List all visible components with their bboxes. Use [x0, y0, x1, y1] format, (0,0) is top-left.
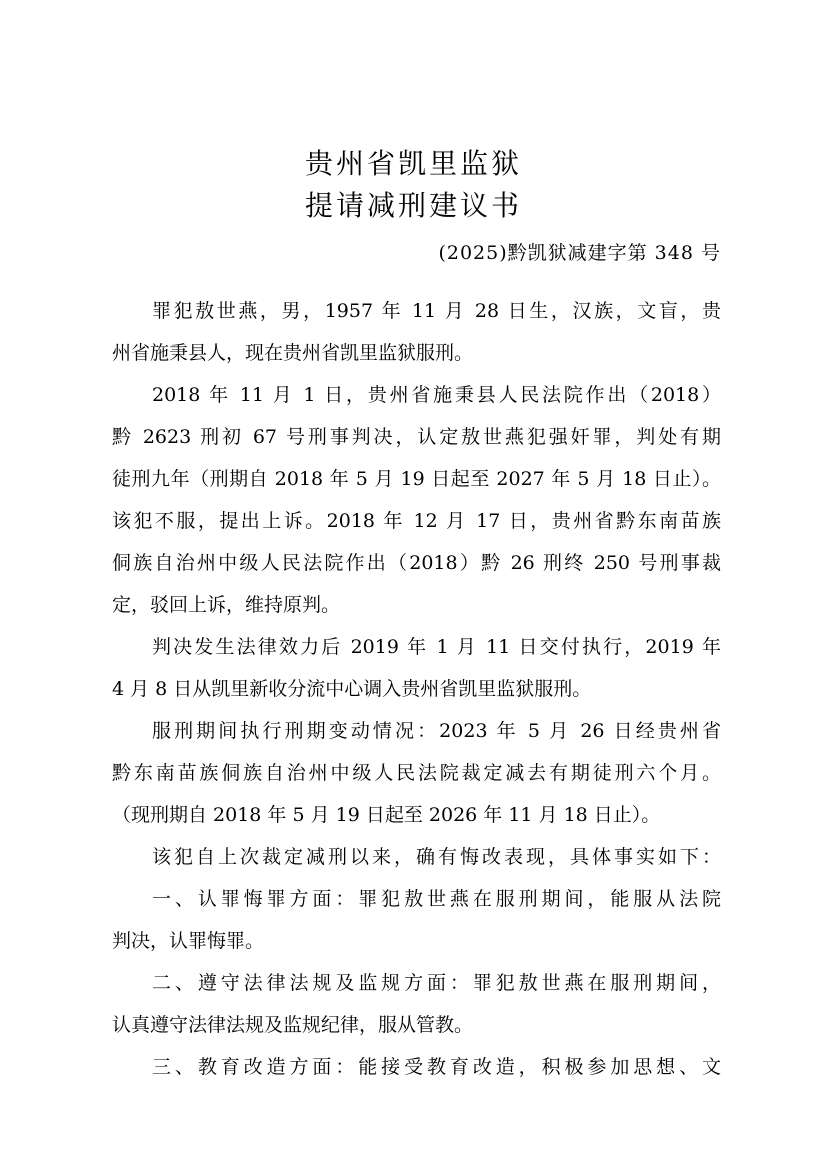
- document-number: (2025)黔凯狱减建字第 348 号: [438, 242, 721, 264]
- body-line: 州省施秉县人，现在贵州省凯里监狱服刑。: [112, 342, 474, 364]
- body-line: 二、遵守法律法规及监规方面：罪犯敖世燕在服刑期间，: [152, 972, 721, 994]
- body-line: 该犯不服，提出上诉。2018 年 12 月 17 日，贵州省黔东南苗族: [112, 510, 721, 532]
- body-line: 黔 2623 刑初 67 号刑事判决，认定敖世燕犯强奸罪，判处有期: [112, 426, 721, 448]
- body-line: 定，驳回上诉，维持原判。: [112, 594, 341, 616]
- body-line: 4 月 8 日从凯里新收分流中心调入贵州省凯里监狱服刑。: [112, 678, 592, 700]
- body-line: 侗族自治州中级人民法院作出（2018）黔 26 刑终 250 号刑事裁: [112, 552, 721, 574]
- body-line: 判决发生法律效力后 2019 年 1 月 11 日交付执行，2019 年: [152, 636, 721, 658]
- body-line: 2018 年 11 月 1 日，贵州省施秉县人民法院作出（2018）: [152, 384, 721, 406]
- document-title-line1: 贵州省凯里监狱: [304, 147, 522, 180]
- document-title-line2: 提请减刑建议书: [304, 189, 522, 222]
- body-line: 服刑期间执行刑期变动情况：2023 年 5 月 26 日经贵州省: [152, 720, 721, 742]
- body-line: 认真遵守法律法规及监规纪律，服从管教。: [112, 1014, 474, 1036]
- body-line: 徒刑九年（刑期自 2018 年 5 月 19 日起至 2027 年 5 月 18 日止）。: [112, 468, 721, 490]
- body-line: （现刑期自 2018 年 5 月 19 日起至 2026 年 11 月 18 日止）。: [112, 804, 661, 826]
- body-line: 罪犯敖世燕，男，1957 年 11 月 28 日生，汉族，文盲，贵: [152, 300, 721, 322]
- body-line: 判决，认罪悔罪。: [112, 930, 265, 952]
- body-line: 三、教育改造方面：能接受教育改造，积极参加思想、文: [152, 1056, 721, 1078]
- body-line: 黔东南苗族侗族自治州中级人民法院裁定减去有期徒刑六个月。: [112, 762, 721, 784]
- body-line: 一、认罪悔罪方面：罪犯敖世燕在服刑期间，能服从法院: [152, 888, 721, 910]
- body-line: 该犯自上次裁定减刑以来，确有悔改表现，具体事实如下：: [152, 846, 721, 868]
